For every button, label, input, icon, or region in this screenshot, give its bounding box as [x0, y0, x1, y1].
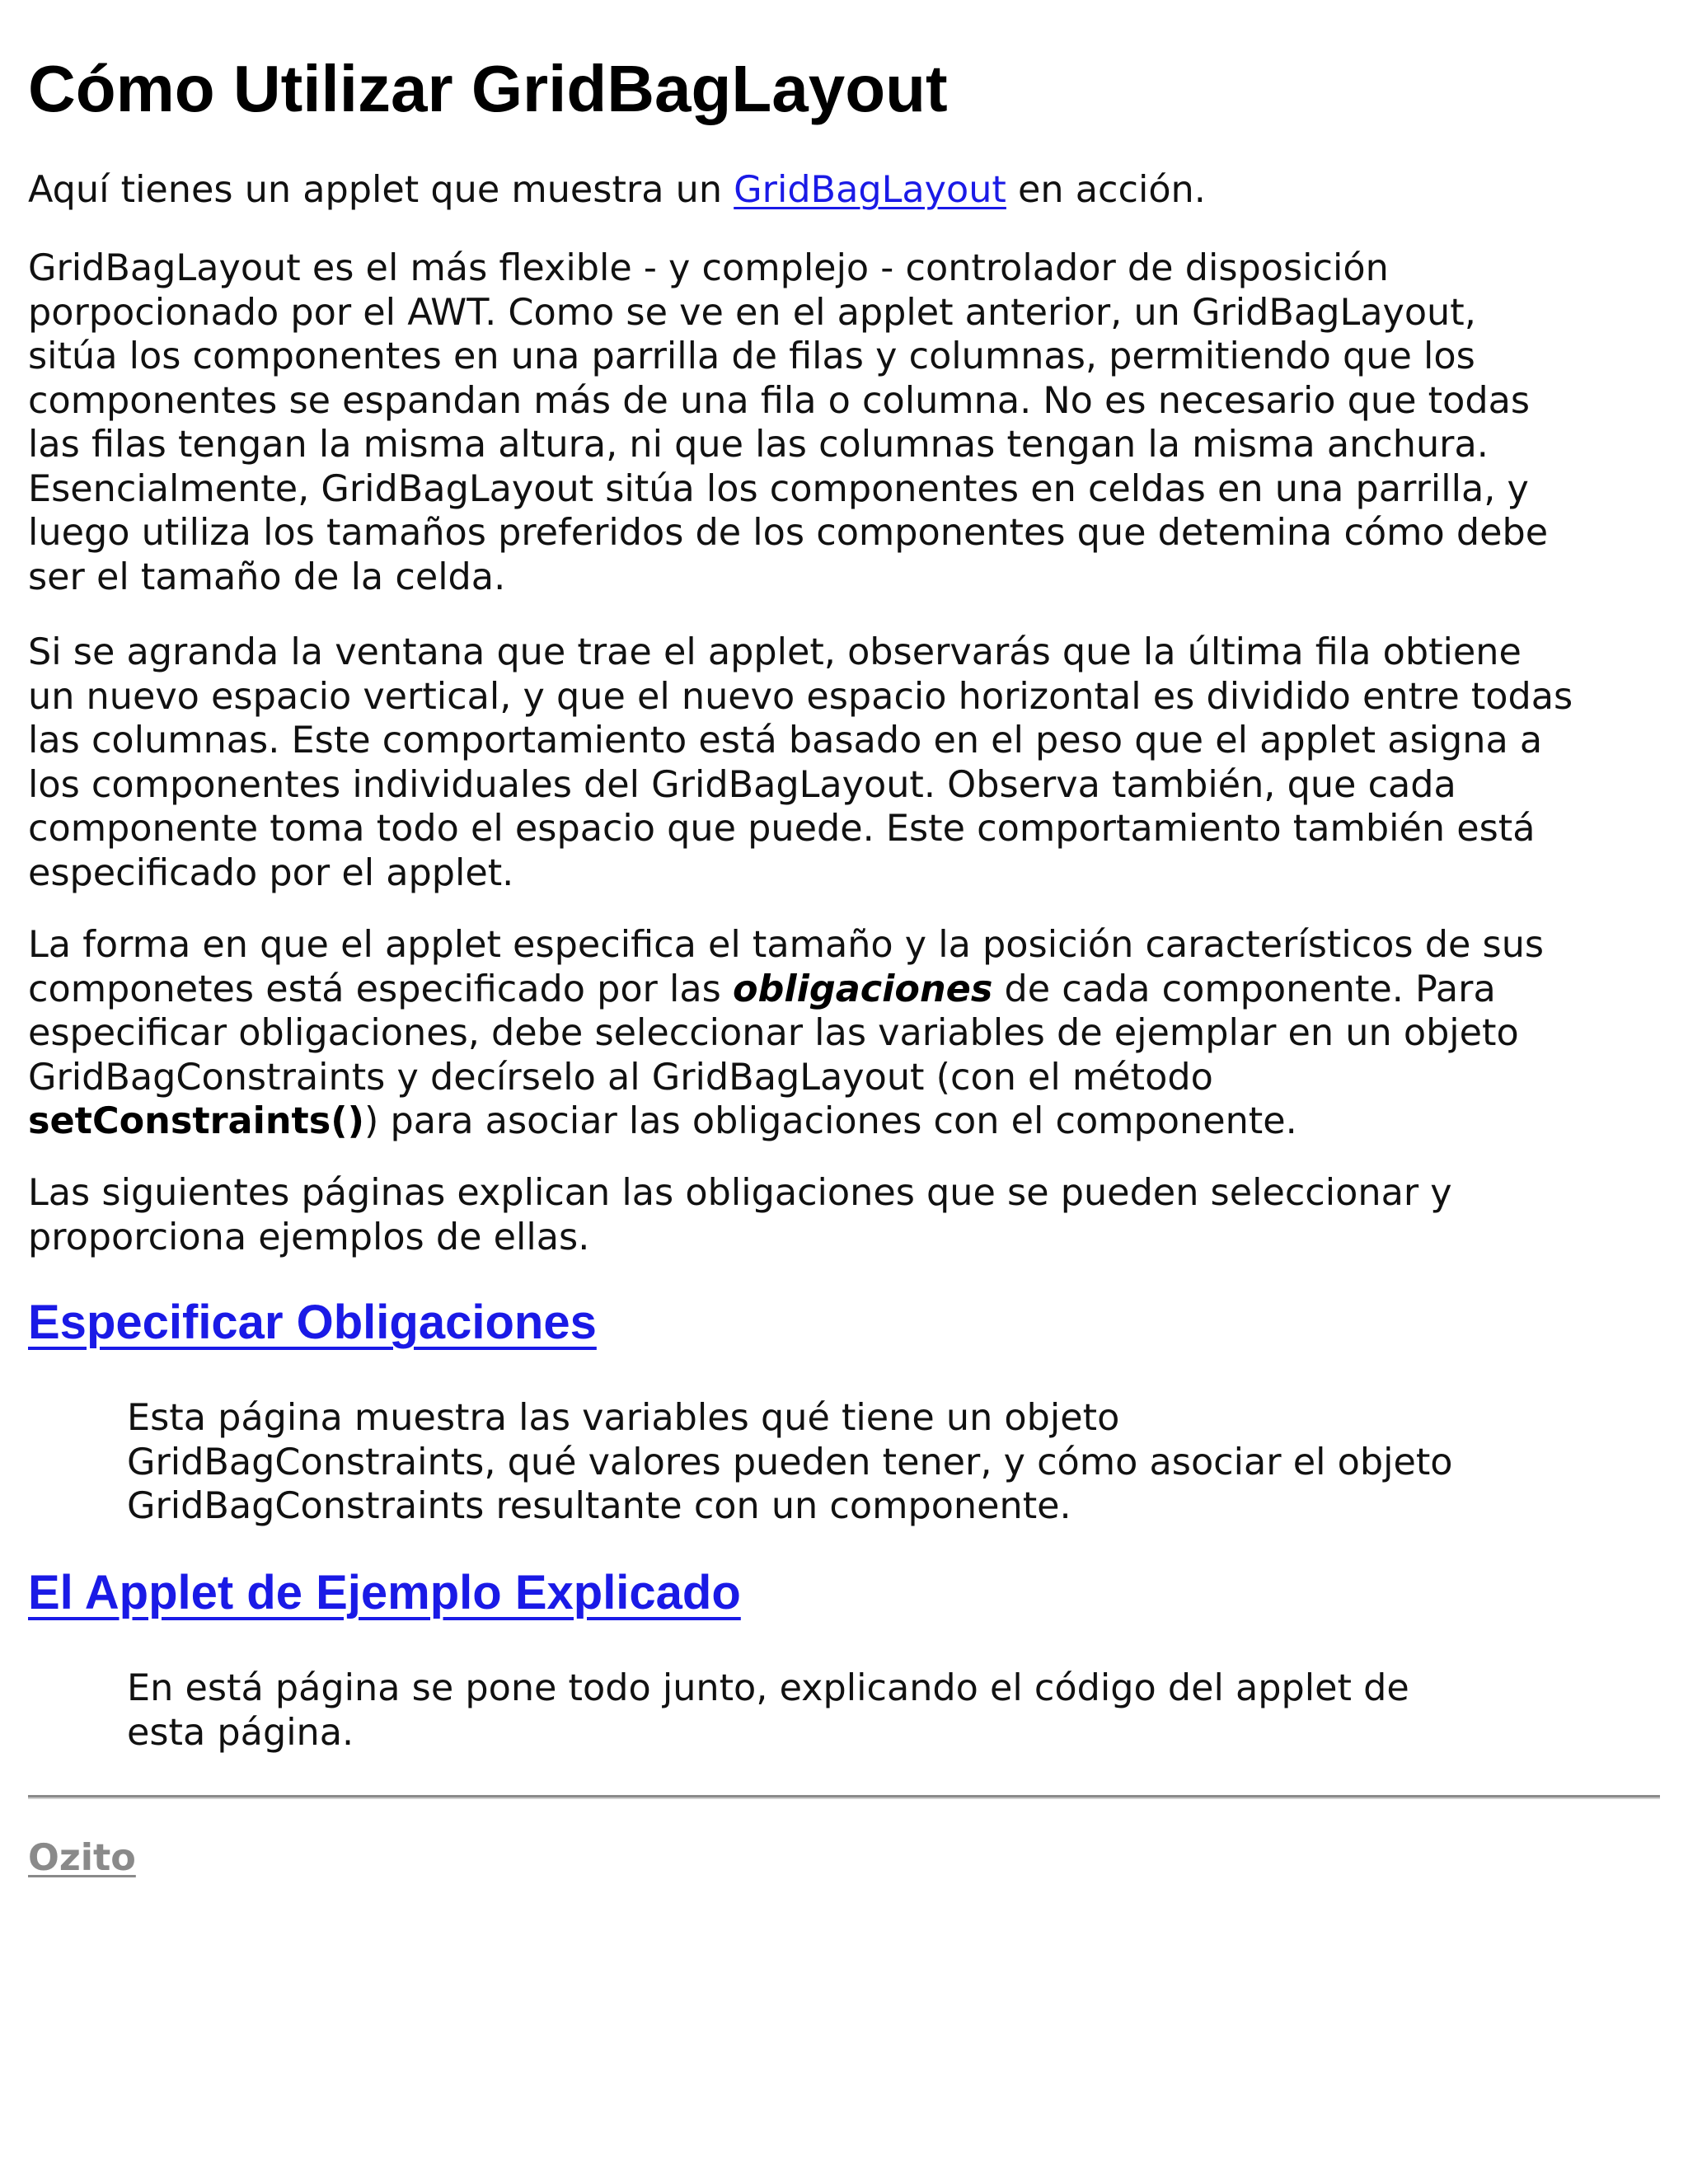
paragraph-line: GridBagConstraints y decírselo al GridBagLayout (con el método	[28, 1056, 1213, 1099]
paragraph-text: ) para asociar las obligaciones con el componente.	[363, 1100, 1297, 1142]
paragraph-line: sitúa los componentes en una parrilla de filas y columnas, permitiendo que los	[28, 335, 1475, 377]
section-heading	[28, 1564, 741, 1622]
paragraph-line: las filas tengan la misma altura, ni que las columnas tengan la misma anchura.	[28, 424, 1489, 466]
paragraph-line: Las siguientes páginas explican las obligaciones que se pueden seleccionar y	[28, 1172, 1452, 1214]
ozito-footer-link[interactable]: Ozito	[28, 1837, 136, 1879]
paragraph-line: Esencialmente, GridBagLayout sitúa los componentes en celdas en una parrilla, y	[28, 467, 1529, 510]
section-heading	[28, 1294, 597, 1352]
paragraph-line	[28, 968, 1668, 1012]
section-description	[127, 1396, 1652, 1529]
paragraph-line: especificado por el applet.	[28, 851, 514, 894]
paragraph-line: las columnas. Este comportamiento está basado en el peso que el applet asigna a	[28, 719, 1543, 762]
description-line: GridBagConstraints, qué valores pueden tener, y cómo asociar el objeto	[127, 1441, 1453, 1483]
paragraph-text: de cada componente. Para	[992, 968, 1496, 1010]
paragraph-constraints	[28, 923, 1668, 1144]
paragraph-line: los componentes individuales del GridBagLayout. Observa también, que cada	[28, 763, 1456, 806]
intro-paragraph	[28, 168, 1668, 213]
obligaciones-emphasis: obligaciones	[732, 968, 993, 1010]
paragraph-line: porpocionado por el AWT. Como se ve en el applet anterior, un GridBagLayout,	[28, 291, 1476, 334]
especificar-obligaciones-link[interactable]: Especificar Obligaciones	[28, 1296, 597, 1349]
paragraph-text: componetes está especificado por las	[28, 968, 733, 1010]
paragraph-line	[28, 1099, 1668, 1144]
description-line: esta página.	[127, 1711, 354, 1754]
paragraph-following-pages	[28, 1171, 1668, 1259]
description-line: GridBagConstraints resultante con un componente.	[127, 1485, 1071, 1527]
section-description	[127, 1666, 1652, 1755]
paragraph-line: La forma en que el applet especifica el tamaño y la posición característicos de sus	[28, 924, 1545, 966]
paragraph-line: especificar obligaciones, debe seleccionar las variables de ejemplar en un objeto	[28, 1012, 1519, 1054]
page-title: Cómo Utilizar GridBagLayout	[28, 52, 948, 125]
applet-ejemplo-explicado-link[interactable]: El Applet de Ejemplo Explicado	[28, 1566, 741, 1619]
paragraph-line: luego utiliza los tamaños preferidos de los componentes que detemina cómo debe	[28, 512, 1549, 554]
intro-line	[28, 168, 1668, 213]
set-constraints-method: setConstraints()	[28, 1100, 364, 1142]
intro-text-before: Aquí tienes un applet que muestra un	[28, 169, 734, 211]
paragraph-line: componentes se espandan más de una fila o columna. No es necesario que todas	[28, 379, 1531, 422]
paragraph-line: ser el tamaño de la celda.	[28, 555, 506, 598]
paragraph-line: Si se agranda la ventana que trae el applet, observarás que la última fila obtiene	[28, 631, 1522, 673]
paragraph-line: componente toma todo el espacio que puede. Este comportamiento también está	[28, 808, 1536, 850]
paragraph-line: GridBagLayout es el más flexible - y complejo - controlador de disposición	[28, 247, 1389, 289]
intro-text-after: en acción.	[1006, 169, 1206, 211]
horizontal-divider	[28, 1795, 1660, 1799]
gridbaglayout-link[interactable]: GridBagLayout	[734, 169, 1006, 211]
paragraph-line: proporciona ejemplos de ellas.	[28, 1216, 590, 1258]
paragraph-description	[28, 246, 1668, 599]
paragraph-line: un nuevo espacio vertical, y que el nuevo espacio horizontal es dividido entre todas	[28, 675, 1573, 718]
description-line: En está página se pone todo junto, explicando el código del applet de	[127, 1667, 1409, 1709]
paragraph-resize-behavior	[28, 630, 1668, 895]
description-line: Esta página muestra las variables qué tiene un objeto	[127, 1397, 1120, 1439]
